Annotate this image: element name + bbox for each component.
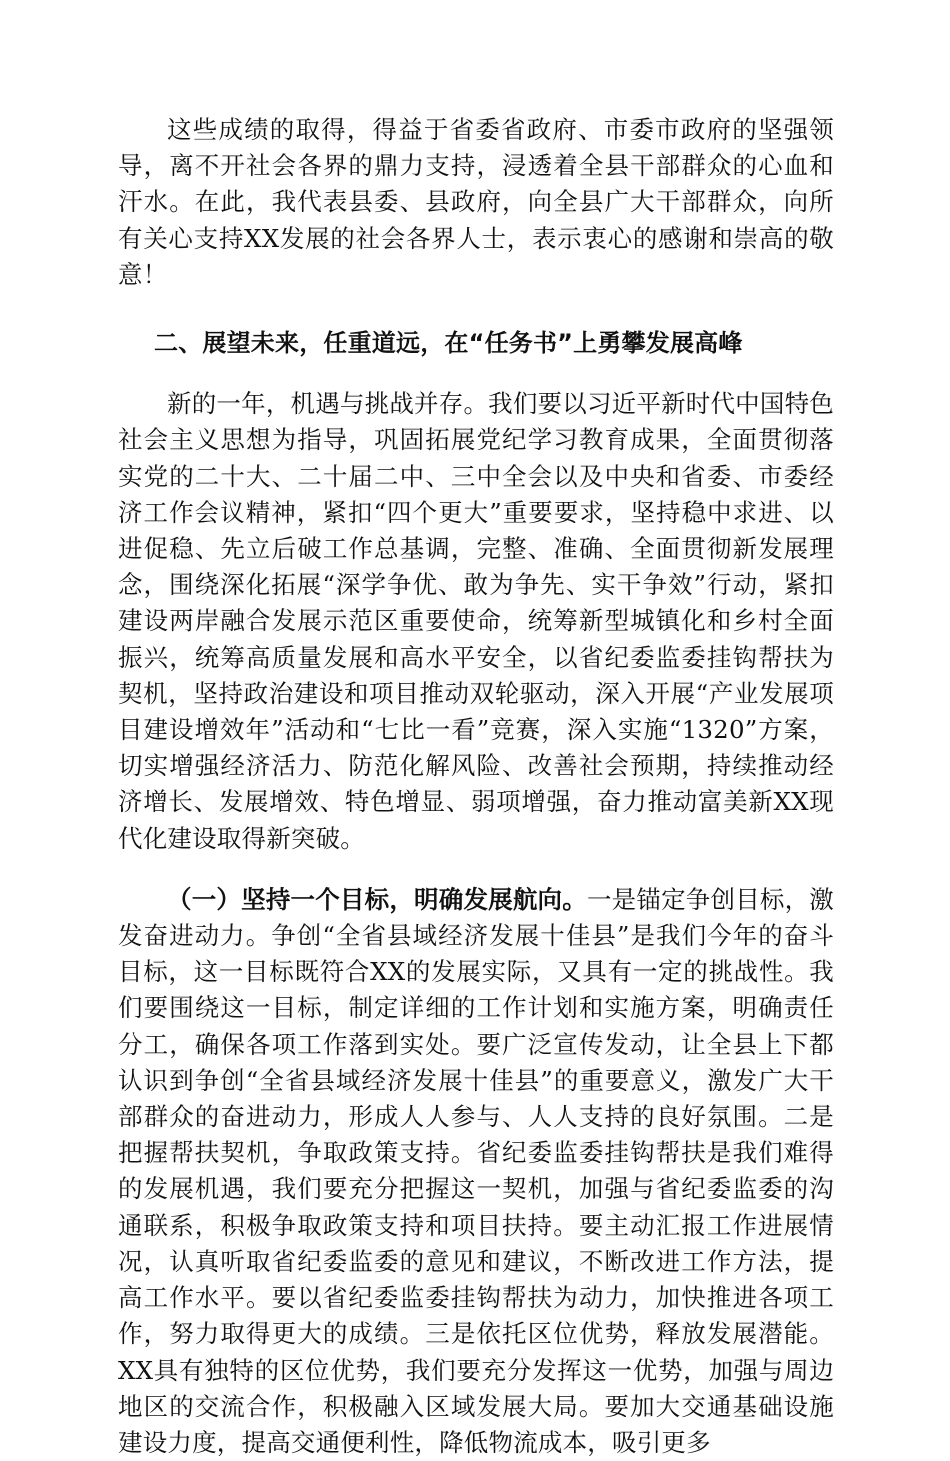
body-paragraph: 这些成绩的取得，得益于省委省政府、市委市政府的坚强领导，离不开社会各界的鼎力支持，浸透着全县干部群众的心血和汗水。在此，我代表县委、县政府，向全县广大干部群众，向所有关心支持XX发展的社会各界人士，表示衷心的感谢和崇高的敬意！ [118, 115, 834, 289]
document-page [118, 112, 834, 1461]
body-paragraph: 新的一年，机遇与挑战并存。我们要以习近平新时代中国特色社会主义思想为指导，巩固拓展党纪学习教育成果，全面贯彻落实党的二十大、二十届二中、三中全会以及中央和省委、市委经济工作会议精神，紧扣“四个更大”重要要求，坚持稳中求进、以进促稳、先立后破工作总基调，完整、准确、全面贯彻新发展理念，围绕深化拓展“深学争优、敢为争先、实干争效”行动，紧扣建设两岸融合发展示范区重要使命，统筹新型城镇化和乡村全面振兴，统筹高质量发展和高水平安全，以省纪委监委挂钩帮扶为契机，坚持政治建设和项目推动双轮驱动，深入开展“产业发展项目建设增效年”活动和“七比一看”竞赛，深入实施“1320”方案，切实增强经济活力、防范化解风险、改善社会预期，持续推动经济增长、发展增效、特色增显、弱项增强，奋力推动富美新XX现代化建设取得新突破。 [118, 389, 834, 853]
body-paragraph [118, 882, 834, 1461]
subsection-title: （一）坚持一个目标，明确发展航向。 [167, 884, 587, 914]
section-heading: 二、展望未来，任重道远，在“任务书”上勇攀发展高峰 [154, 329, 743, 358]
subsection-body: 一是锚定争创目标，激发奋进动力。争创“全省县域经济发展十佳县”是我们今年的奋斗目标，这一目标既符合XX的发展实际，又具有一定的挑战性。我们要围绕这一目标，制定详细的工作计划和实施方案，明确责任分工，确保各项工作落到实处。要广泛宣传发动，让全县上下都认识到争创“全省县域经济发展十佳县”的重要意义，激发广大干部群众的奋进动力，形成人人参与、人人支持的良好氛围。二是把握帮扶契机，争取政策支持。省纪委监委挂钩帮扶是我们难得的发展机遇，我们要充分把握这一契机，加强与省纪委监委的沟通联系，积极争取政策支持和项目扶持。要主动汇报工作进展情况，认真听取省纪委监委的意见和建议，不断改进工作方法，提高工作水平。要以省纪委监委挂钩帮扶为动力，加快推进各项工作，努力取得更大的成绩。三是依托区位优势，释放发展潜能。XX具有独特的区位优势，我们要充分发挥这一优势，加强与周边地区的交流合作，积极融入区域发展大局。要加大交通基础设施建设力度，提高交通便利性，降低物流成本，吸引更多 [118, 884, 835, 1457]
